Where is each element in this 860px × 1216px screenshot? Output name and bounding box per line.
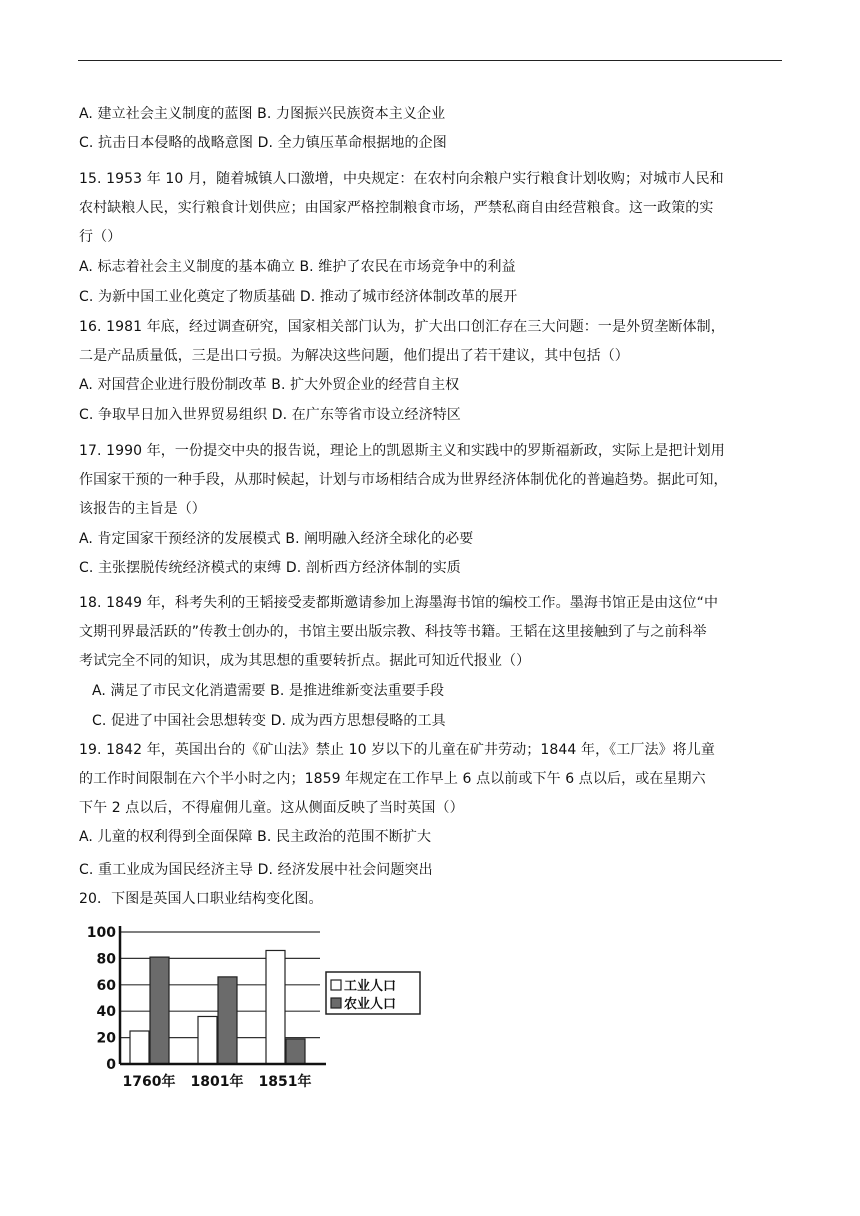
q16-stem-1: 16. 1981 年底，经过调查研究，国家相关部门认为，扩大出口创汇存在三大问题：一是外贸垄断体制， <box>79 319 725 335</box>
y-tick-label: 100 <box>86 925 116 941</box>
q17-stem-3: 该报告的主旨是（） <box>79 501 206 517</box>
q18-stem-2: 文期刊界最活跃的”传教士创办的，书馆主要出版宗教、科技等书籍。王韬在这里接触到了与之前科举 <box>79 624 707 640</box>
q16-stem-2: 二是产品质量低，三是出口亏损。为解决这些问题，他们提出了若干建议，其中包括（） <box>79 348 629 364</box>
y-tick-label: 80 <box>96 951 116 968</box>
q15-stem-3: 行（） <box>79 229 122 245</box>
q18-options-ab: A. 满足了市民文化消遣需要 B. 是推进维新变法重要手段 <box>92 683 445 699</box>
bar-industry <box>266 950 285 1064</box>
q17-stem-2: 作国家干预的一种手段，从那时候起，计划与市场相结合成为世界经济体制优化的普遍趋势。据此可知， <box>79 472 728 488</box>
legend-swatch <box>331 998 341 1008</box>
q19-options-cd: C. 重工业成为国民经济主导 D. 经济发展中社会问题突出 <box>79 862 433 878</box>
q18-stem-1: 18. 1849 年，科考失利的王韬接受麦都斯邀请参加上海墨海书馆的编校工作。墨海书馆正是由这位“中 <box>79 595 719 611</box>
bar-industry <box>198 1016 217 1064</box>
bar-agriculture <box>150 957 169 1064</box>
q14-options-ab: A. 建立社会主义制度的蓝图 B. 力图振兴民族资本主义企业 <box>79 106 446 122</box>
q20-stem: 20．下图是英国人口职业结构变化图。 <box>79 891 323 907</box>
y-tick-label: 0 <box>106 1057 116 1073</box>
x-tick-label: 1851年 <box>258 1074 312 1090</box>
occupation-structure-chart <box>86 920 420 1095</box>
q19-stem-3: 下午 2 点以后，不得雇佣儿童。这从侧面反映了当时英国（） <box>79 800 464 816</box>
q19-options-ab: A. 儿童的权利得到全面保障 B. 民主政治的范围不断扩大 <box>79 829 432 845</box>
q16-options-cd: C. 争取早日加入世界贸易组织 D. 在广东等省市设立经济特区 <box>79 407 461 423</box>
y-tick-label: 20 <box>96 1030 116 1047</box>
legend-label: 工业人口 <box>344 979 397 994</box>
q15-stem-2: 农村缺粮人民，实行粮食计划供应；由国家严格控制粮食市场，严禁私商自由经营粮食。这一政策的实 <box>79 200 714 216</box>
q15-options-ab: A. 标志着社会主义制度的基本确立 B. 维护了农民在市场竞争中的利益 <box>79 259 516 275</box>
q18-options-cd: C. 促进了中国社会思想转变 D. 成为西方思想侵略的工具 <box>92 713 446 729</box>
bar-agriculture <box>286 1039 305 1064</box>
q17-options-cd: C. 主张摆脱传统经济模式的束缚 D. 剖析西方经济体制的实质 <box>79 560 461 576</box>
q15-options-cd: C. 为新中国工业化奠定了物质基础 D. 推动了城市经济体制改革的展开 <box>79 289 518 305</box>
y-tick-label: 40 <box>96 1004 116 1021</box>
q14-options-cd: C. 抗击日本侵略的战略意图 D. 全力镇压革命根据地的企图 <box>79 135 447 151</box>
q18-stem-3: 考试完全不同的知识，成为其思想的重要转折点。据此可知近代报业（） <box>79 653 531 669</box>
bar-agriculture <box>218 977 237 1064</box>
header-rule <box>78 60 782 61</box>
q16-options-ab: A. 对国营企业进行股份制改革 B. 扩大外贸企业的经营自主权 <box>79 377 460 393</box>
legend-label: 农业人口 <box>344 997 397 1012</box>
q15-stem-1: 15. 1953 年 10 月，随着城镇人口激增，中央规定：在农村向余粮户实行粮食计划收购；对城市人民和 <box>79 171 724 187</box>
q17-stem-1: 17. 1990 年，一份提交中央的报告说，理论上的凯恩斯主义和实践中的罗斯福新政，实际上是把计划用 <box>79 443 725 459</box>
x-tick-label: 1760年 <box>122 1074 176 1090</box>
q19-stem-2: 的工作时间限制在六个半小时之内；1859 年规定在工作早上 6 点以前或下午 6 点以后，或在星期六 <box>79 771 706 787</box>
y-tick-label: 60 <box>96 977 116 994</box>
bar-industry <box>130 1031 149 1064</box>
legend-swatch <box>331 980 341 990</box>
q17-options-ab: A. 肯定国家干预经济的发展模式 B. 阐明融入经济全球化的必要 <box>79 531 474 547</box>
q19-stem-1: 19. 1842 年，英国出台的《矿山法》禁止 10 岁以下的儿童在矿井劳动；1844 年，《工厂法》将儿童 <box>79 742 715 758</box>
x-tick-label: 1801年 <box>190 1074 244 1090</box>
